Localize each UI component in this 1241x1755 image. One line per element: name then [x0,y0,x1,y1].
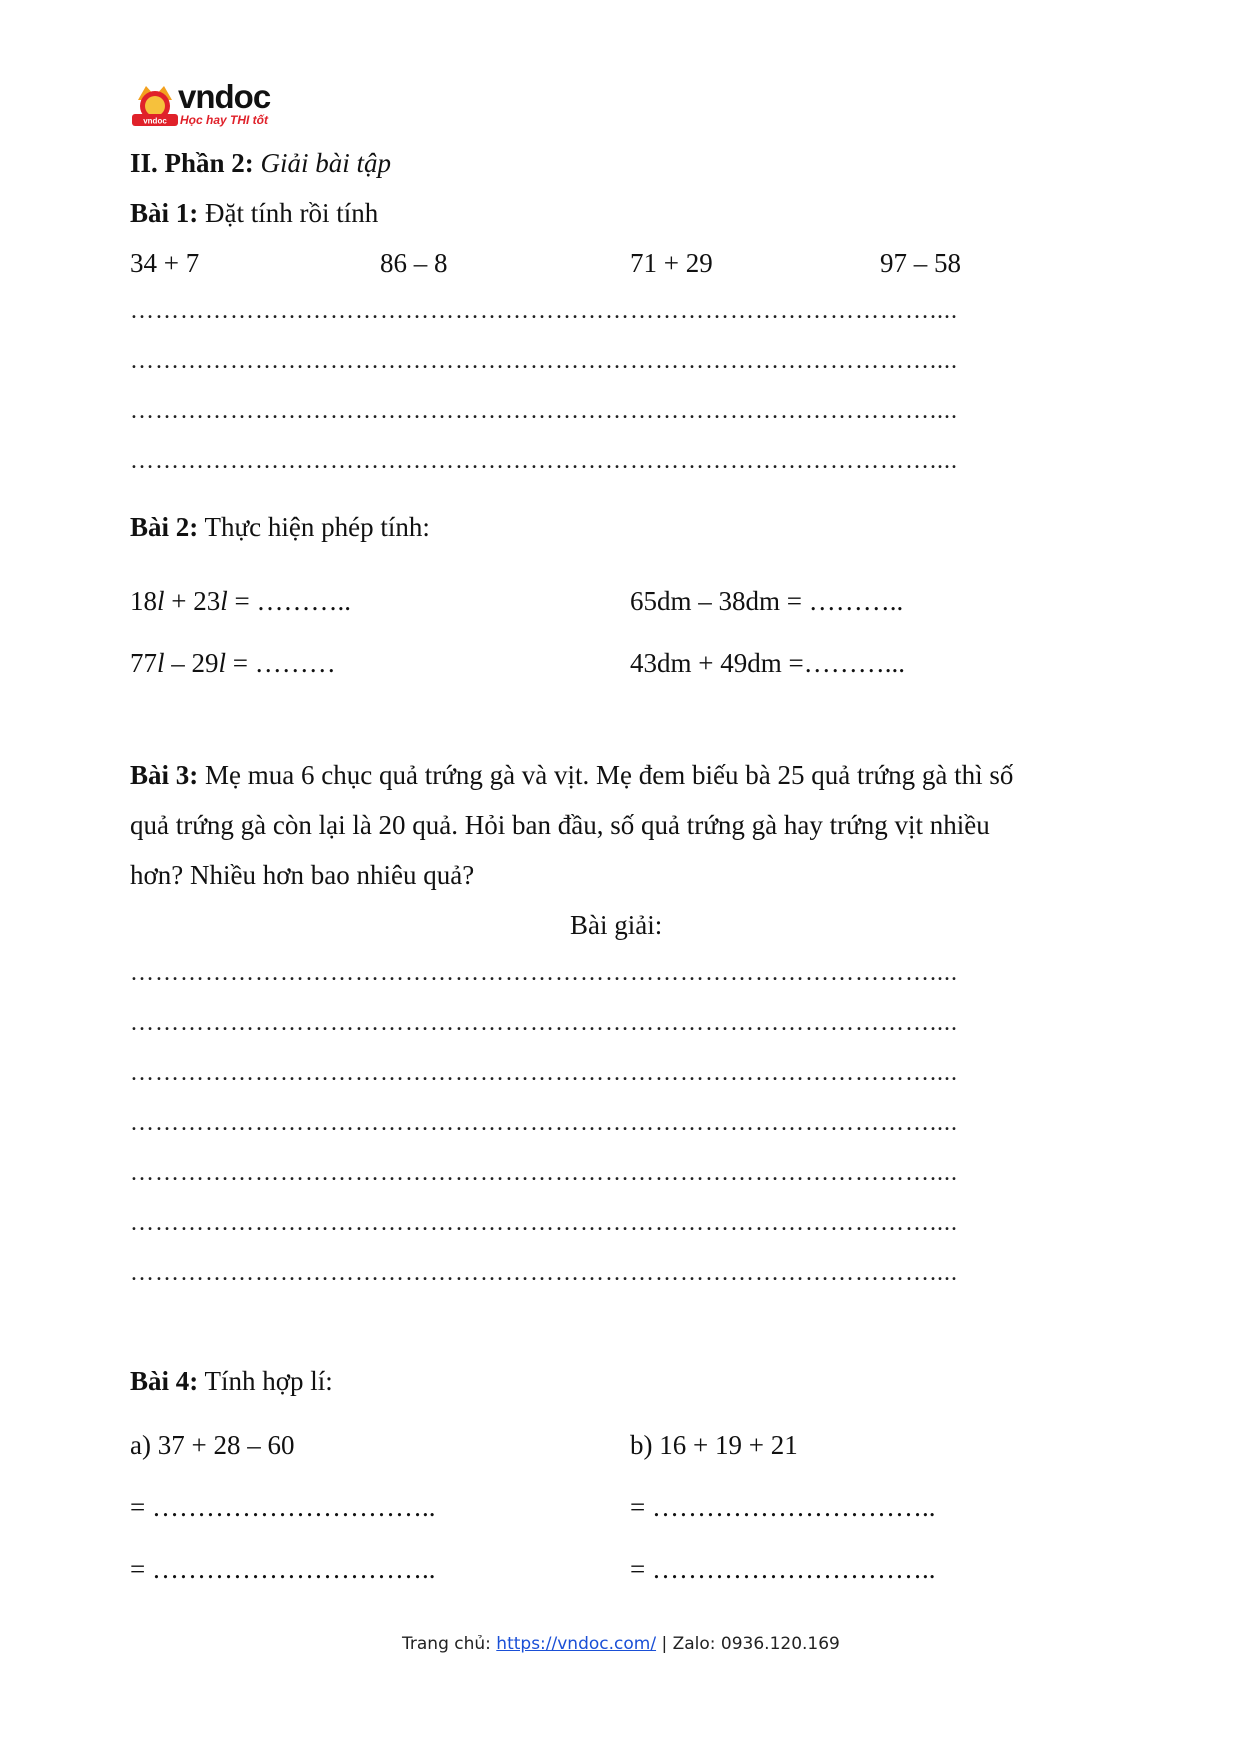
bai2-item-1-mid: + 23 [164,586,221,616]
mascot-label: vndoc [143,116,167,126]
bai2-item-3 [130,646,336,680]
bai1-label: Bài 1: [130,198,199,228]
footer-suffix: | Zalo: 0936.120.169 [656,1634,840,1654]
bai1-expr-3: 71 + 29 [630,248,713,278]
section-title: Giải bài tập [260,148,392,178]
bai1-expr-2: 86 – 8 [380,248,448,278]
bai3-answer-line[interactable]: …………………………………………………………………………………….... [130,960,958,986]
bai2-item-1-unit2: l [220,586,228,616]
bai3-line-2: quả trứng gà còn lại là 20 quả. Hỏi ban đầu, số quả trứng gà hay trứng vịt nhiều [130,810,990,840]
mascot-icon [130,80,180,132]
bai3-line-1 [130,758,1013,792]
bai4-b-step-2[interactable]: = ………………………….. [630,1554,936,1584]
bai2-item-1-blank[interactable]: = ……….. [227,586,351,616]
footer [402,1634,840,1654]
bai1-answer-line[interactable]: …………………………………………………………………………………….... [130,448,958,474]
bai3-label: Bài 3: [130,760,199,790]
bai3-answer-line[interactable]: …………………………………………………………………………………….... [130,1160,958,1186]
bai2-item-1-num1: 18 [130,586,157,616]
bai1-heading [130,196,378,230]
bai1-answer-line[interactable]: …………………………………………………………………………………….... [130,348,958,374]
bai3-answer-line[interactable]: …………………………………………………………………………………….... [130,1210,958,1236]
bai4-title: Tính hợp lí: [204,1366,333,1396]
bai3-answer-line[interactable]: …………………………………………………………………………………….... [130,1110,958,1136]
bai2-item-3-num1: 77 [130,648,157,678]
bai4-b-step-1[interactable]: = ………………………….. [630,1492,936,1522]
bai2-item-4[interactable]: 43dm + 49dm =………... [630,648,905,678]
bai2-item-3-unit1: l [157,648,165,678]
bai2-title: Thực hiện phép tính: [204,512,430,542]
bai3-answer-line[interactable]: …………………………………………………………………………………….... [130,1260,958,1286]
bai2-item-1 [130,584,351,618]
bai2-label: Bài 2: [130,512,199,542]
bai4-a-step-1[interactable]: = ………………………….. [130,1492,436,1522]
bai3-answer-line[interactable]: …………………………………………………………………………………….... [130,1060,958,1086]
bai2-item-3-mid: – 29 [164,648,219,678]
logo-tagline: Học hay THI tốt [180,113,269,127]
bai4-a-step-2[interactable]: = ………………………….. [130,1554,436,1584]
logo-wordmark: vndoc [178,78,271,115]
bai3-text-1: Mẹ mua 6 chục quả trứng gà và vịt. Mẹ đem biếu bà 25 quả trứng gà thì số [205,760,1014,790]
bai2-item-2[interactable]: 65dm – 38dm = ……….. [630,586,904,616]
bai1-expr-4: 97 – 58 [880,248,961,278]
bai1-answer-line[interactable]: …………………………………………………………………………………….... [130,398,958,424]
bai1-title: Đặt tính rồi tính [205,198,379,228]
footer-prefix: Trang chủ: [402,1634,497,1654]
bai2-heading [130,510,430,544]
bai1-answer-line[interactable]: …………………………………………………………………………………….... [130,298,958,324]
bai4-label: Bài 4: [130,1366,199,1396]
bai2-item-1-unit1: l [157,586,165,616]
vndoc-logo [130,80,280,132]
bai1-expr-1: 34 + 7 [130,248,200,278]
bai2-item-3-blank[interactable]: = ……… [226,648,336,678]
section-heading [130,146,391,180]
bai4-part-b: b) 16 + 19 + 21 [630,1430,798,1460]
bai3-answer-line[interactable]: …………………………………………………………………………………….... [130,1010,958,1036]
bai4-heading [130,1364,333,1398]
bai2-item-3-unit2: l [218,648,227,678]
bai3-solution-label: Bài giải: [570,910,663,940]
bai3-line-3: hơn? Nhiều hơn bao nhiêu quả? [130,860,475,890]
section-prefix: II. Phần 2: [130,148,254,178]
footer-link[interactable]: https://vndoc.com/ [496,1634,657,1654]
bai4-part-a: a) 37 + 28 – 60 [130,1430,295,1460]
